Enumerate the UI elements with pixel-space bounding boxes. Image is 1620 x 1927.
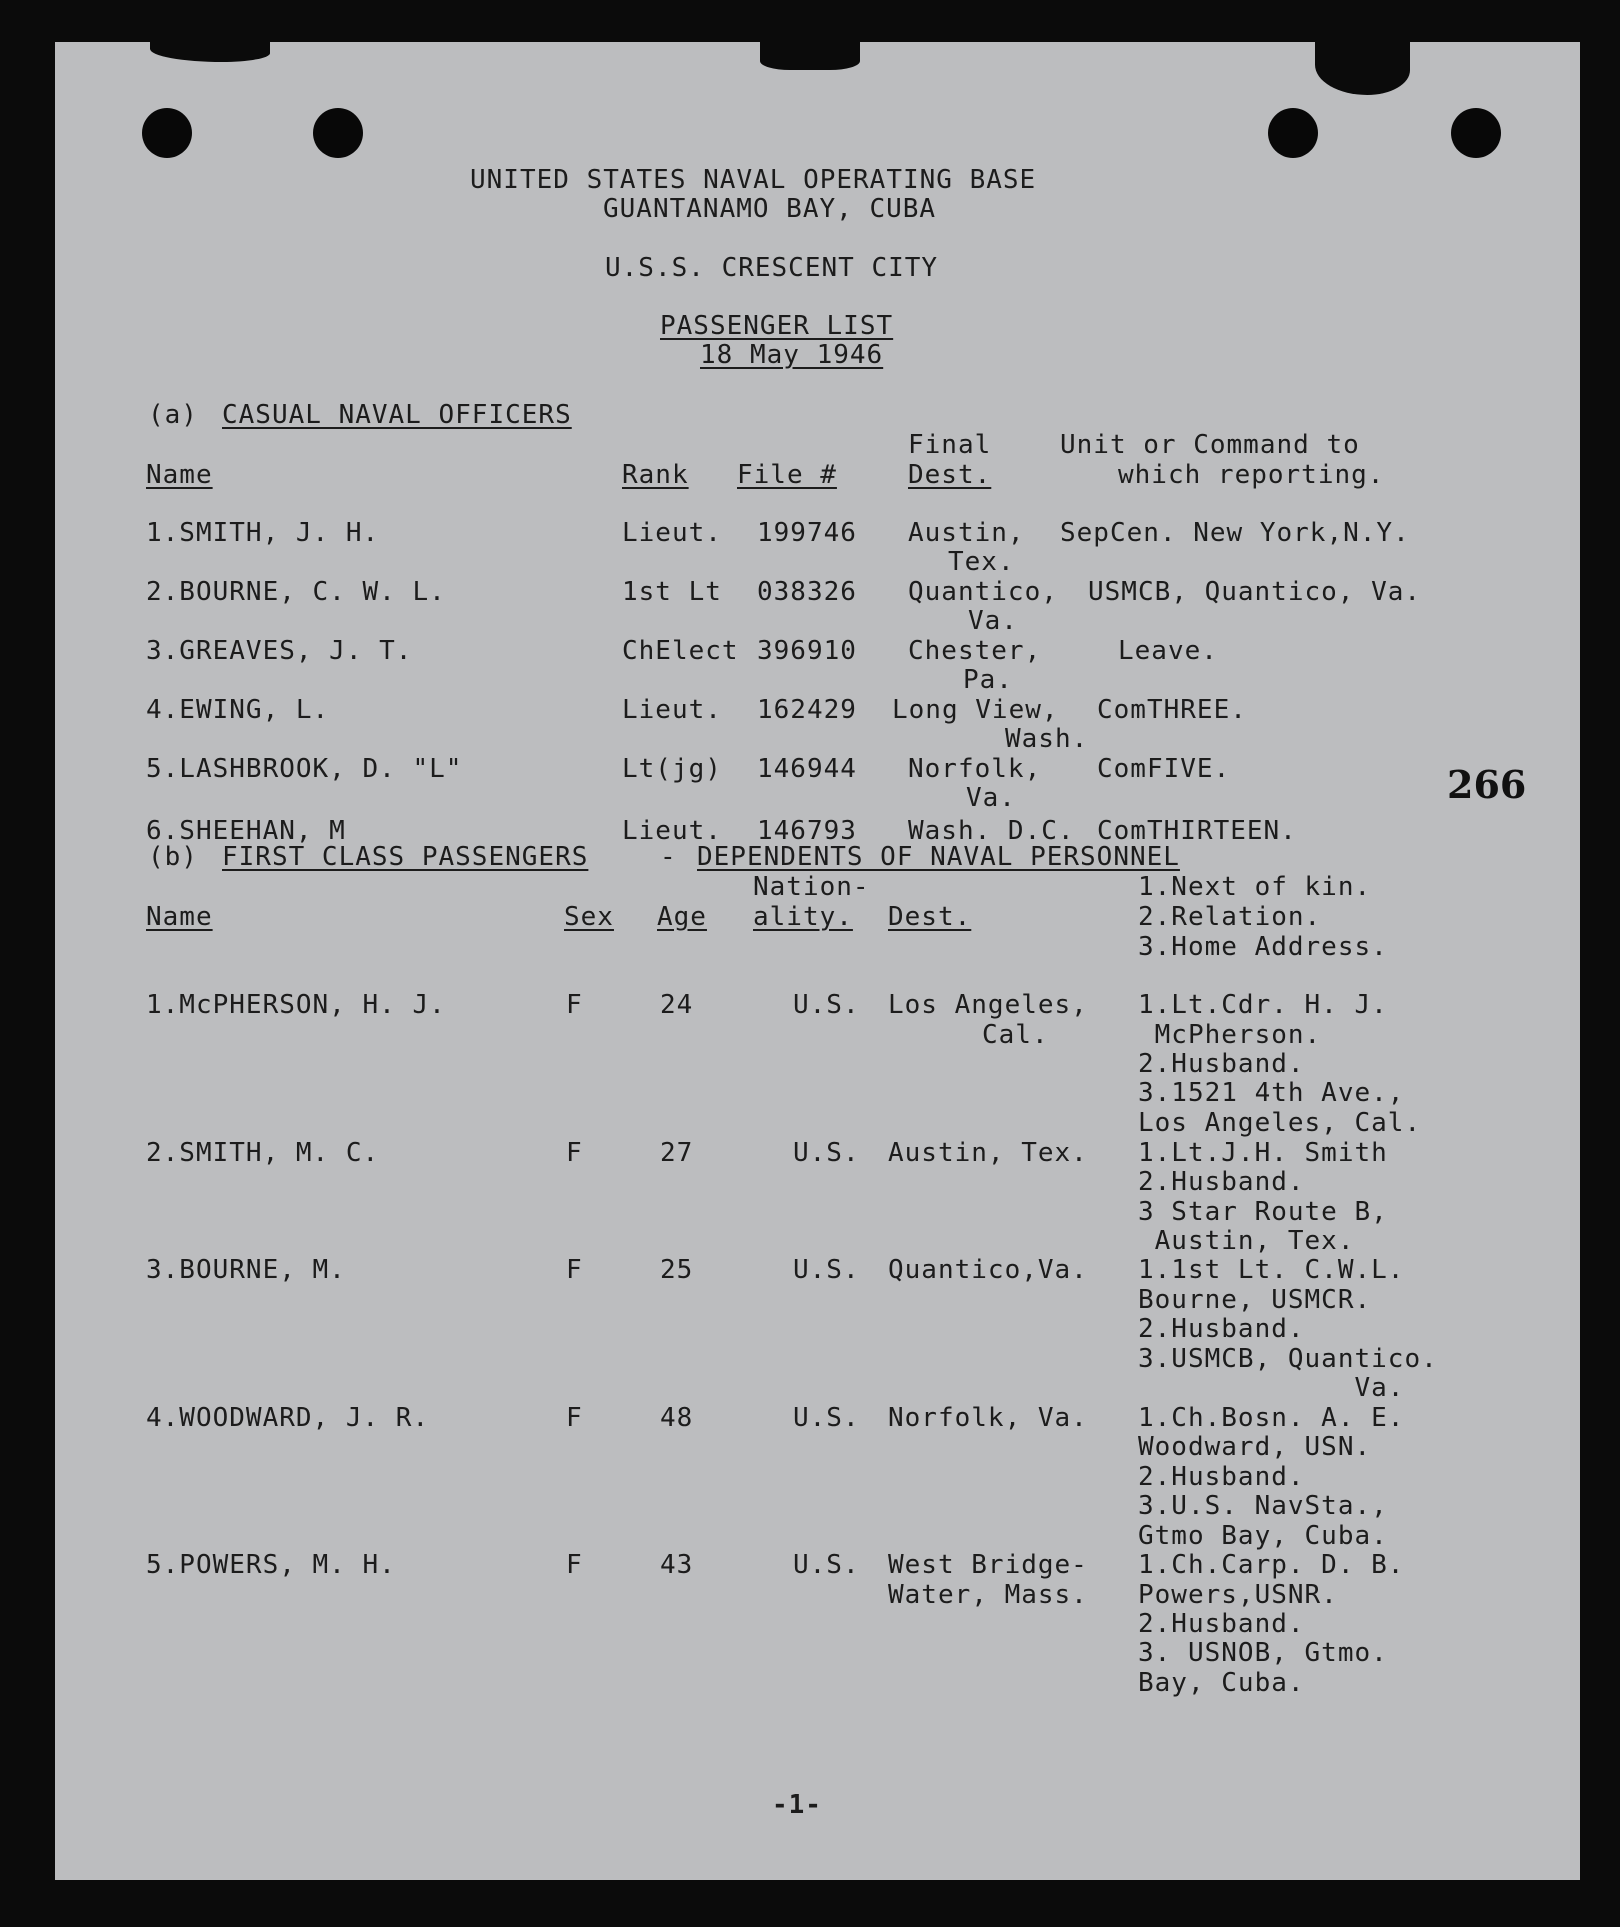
passenger-age: 27 bbox=[660, 1138, 694, 1168]
passenger-age: 48 bbox=[660, 1403, 694, 1433]
passenger-info: 2.Husband. bbox=[1138, 1049, 1305, 1079]
passenger-info: 2.Husband. bbox=[1138, 1167, 1305, 1197]
passenger-dest: Quantico,Va. bbox=[888, 1255, 1088, 1285]
officer-rank: Lt(jg) bbox=[622, 754, 722, 784]
officer-file: 146793 bbox=[757, 816, 857, 846]
passenger-nationality: U.S. bbox=[793, 1550, 860, 1580]
header-rank: Rank bbox=[622, 460, 689, 490]
officer-dest-2: Wash. bbox=[1005, 724, 1089, 754]
section-b-subtitle: DEPENDENTS OF NAVAL PERSONNEL bbox=[697, 842, 1180, 872]
officer-dest: Austin, bbox=[908, 518, 1025, 548]
officer-dest-2: Va. bbox=[968, 606, 1018, 636]
passenger-sex: F bbox=[566, 1403, 583, 1433]
header-sex: Sex bbox=[564, 902, 614, 932]
officer-file: 396910 bbox=[757, 636, 857, 666]
passenger-age: 43 bbox=[660, 1550, 694, 1580]
officer-dest: Wash. D.C. bbox=[908, 816, 1075, 846]
officer-dest: Chester, bbox=[908, 636, 1042, 666]
passenger-dest-2: Water, Mass. bbox=[888, 1580, 1088, 1610]
officer-file: 146944 bbox=[757, 754, 857, 784]
passenger-dest: West Bridge- bbox=[888, 1550, 1088, 1580]
header-kin-3: 3.Home Address. bbox=[1138, 932, 1388, 962]
officer-unit: USMCB, Quantico, Va. bbox=[1088, 577, 1422, 607]
officer-name: 3.GREAVES, J. T. bbox=[146, 636, 413, 666]
officer-rank: ChElect bbox=[622, 636, 739, 666]
officer-dest-2: Tex. bbox=[948, 547, 1015, 577]
officer-name: 5.LASHBROOK, D. "L" bbox=[146, 754, 463, 784]
document-title: PASSENGER LIST bbox=[660, 311, 894, 341]
passenger-info: 1.Ch.Carp. D. B. bbox=[1138, 1550, 1405, 1580]
passenger-info: Woodward, USN. bbox=[1138, 1432, 1372, 1462]
passenger-info: 3.1521 4th Ave., bbox=[1138, 1078, 1405, 1108]
passenger-nationality: U.S. bbox=[793, 1255, 860, 1285]
passenger-dest: Austin, Tex. bbox=[888, 1138, 1088, 1168]
passenger-info: 1.1st Lt. C.W.L. bbox=[1138, 1255, 1405, 1285]
passenger-info: 2.Husband. bbox=[1138, 1314, 1305, 1344]
punch-hole bbox=[1451, 108, 1501, 158]
section-b-title: FIRST CLASS PASSENGERS bbox=[222, 842, 589, 872]
officer-rank: Lieut. bbox=[622, 816, 722, 846]
passenger-info: 3.USMCB, Quantico. bbox=[1138, 1344, 1438, 1374]
header-unit-1: Unit or Command to bbox=[1060, 430, 1360, 460]
officer-name: 1.SMITH, J. H. bbox=[146, 518, 380, 548]
header-location: GUANTANAMO BAY, CUBA bbox=[603, 194, 937, 224]
passenger-info: 1.Ch.Bosn. A. E. bbox=[1138, 1403, 1405, 1433]
passenger-dest: Norfolk, Va. bbox=[888, 1403, 1088, 1433]
page-number: -1- bbox=[772, 1790, 822, 1820]
passenger-info: 2.Husband. bbox=[1138, 1462, 1305, 1492]
officer-file: 199746 bbox=[757, 518, 857, 548]
officer-unit: ComFIVE. bbox=[1097, 754, 1231, 784]
passenger-info: 1.Lt.Cdr. H. J. bbox=[1138, 990, 1388, 1020]
page-stamp-number: 266 bbox=[1447, 762, 1527, 807]
passenger-name: 1.McPHERSON, H. J. bbox=[146, 990, 446, 1020]
passenger-nationality: U.S. bbox=[793, 990, 860, 1020]
passenger-info: Powers,USNR. bbox=[1138, 1580, 1338, 1610]
officer-dest: Norfolk, bbox=[908, 754, 1042, 784]
header-name: Name bbox=[146, 902, 213, 932]
header-nationality-1: Nation- bbox=[753, 872, 870, 902]
header-nationality-2: ality. bbox=[753, 902, 853, 932]
passenger-info: Va. bbox=[1138, 1373, 1405, 1403]
passenger-sex: F bbox=[566, 1138, 583, 1168]
document-date: 18 May 1946 bbox=[700, 340, 884, 370]
passenger-info: Gtmo Bay, Cuba. bbox=[1138, 1521, 1388, 1551]
passenger-age: 25 bbox=[660, 1255, 694, 1285]
passenger-info: McPherson. bbox=[1138, 1020, 1322, 1050]
section-a-label: (a) bbox=[148, 400, 198, 430]
officer-name: 2.BOURNE, C. W. L. bbox=[146, 577, 446, 607]
passenger-name: 5.POWERS, M. H. bbox=[146, 1550, 396, 1580]
passenger-info: Bourne, USMCR. bbox=[1138, 1285, 1372, 1315]
officer-dest-2: Va. bbox=[966, 783, 1016, 813]
officer-rank: Lieut. bbox=[622, 695, 722, 725]
punch-hole bbox=[142, 108, 192, 158]
passenger-info: 3. USNOB, Gtmo. bbox=[1138, 1638, 1388, 1668]
header-unit-2: which reporting. bbox=[1118, 460, 1385, 490]
header-kin-1: 1.Next of kin. bbox=[1138, 872, 1372, 902]
passenger-info: Los Angeles, Cal. bbox=[1138, 1108, 1422, 1138]
passenger-info: 3 Star Route B, bbox=[1138, 1197, 1388, 1227]
passenger-sex: F bbox=[566, 1255, 583, 1285]
passenger-name: 2.SMITH, M. C. bbox=[146, 1138, 380, 1168]
header-final: Final bbox=[908, 430, 992, 460]
passenger-info: 2.Husband. bbox=[1138, 1609, 1305, 1639]
officer-name: 4.EWING, L. bbox=[146, 695, 330, 725]
passenger-nationality: U.S. bbox=[793, 1138, 860, 1168]
header-base: UNITED STATES NAVAL OPERATING BASE bbox=[470, 165, 1037, 195]
passenger-info: 3.U.S. NavSta., bbox=[1138, 1491, 1388, 1521]
header-age: Age bbox=[657, 902, 707, 932]
officer-rank: Lieut. bbox=[622, 518, 722, 548]
header-name: Name bbox=[146, 460, 213, 490]
passenger-info: 1.Lt.J.H. Smith bbox=[1138, 1138, 1388, 1168]
section-a-title: CASUAL NAVAL OFFICERS bbox=[222, 400, 572, 430]
passenger-age: 24 bbox=[660, 990, 694, 1020]
officer-file: 038326 bbox=[757, 577, 857, 607]
header-dest: Dest. bbox=[908, 460, 992, 490]
passenger-name: 4.WOODWARD, J. R. bbox=[146, 1403, 430, 1433]
officer-dest-2: Pa. bbox=[963, 665, 1013, 695]
punch-hole bbox=[1268, 108, 1318, 158]
officer-dest: Long View, bbox=[892, 695, 1059, 725]
section-b-label: (b) bbox=[148, 842, 198, 872]
passenger-info: Bay, Cuba. bbox=[1138, 1668, 1305, 1698]
passenger-sex: F bbox=[566, 1550, 583, 1580]
header-dest: Dest. bbox=[888, 902, 972, 932]
passenger-dest-2: Cal. bbox=[982, 1020, 1049, 1050]
passenger-name: 3.BOURNE, M. bbox=[146, 1255, 346, 1285]
officer-rank: 1st Lt bbox=[622, 577, 722, 607]
officer-unit: SepCen. New York,N.Y. bbox=[1060, 518, 1410, 548]
punch-hole bbox=[313, 108, 363, 158]
officer-unit: Leave. bbox=[1118, 636, 1218, 666]
section-b-dash: - bbox=[660, 842, 677, 872]
passenger-dest: Los Angeles, bbox=[888, 990, 1088, 1020]
header-kin-2: 2.Relation. bbox=[1138, 902, 1322, 932]
ship-name: U.S.S. CRESCENT CITY bbox=[605, 253, 939, 283]
officer-name: 6.SHEEHAN, M bbox=[146, 816, 346, 846]
officer-unit: ComTHIRTEEN. bbox=[1097, 816, 1297, 846]
header-file: File # bbox=[737, 460, 837, 490]
torn-edge bbox=[760, 40, 860, 70]
passenger-nationality: U.S. bbox=[793, 1403, 860, 1433]
officer-unit: ComTHREE. bbox=[1097, 695, 1247, 725]
passenger-sex: F bbox=[566, 990, 583, 1020]
officer-file: 162429 bbox=[757, 695, 857, 725]
officer-dest: Quantico, bbox=[908, 577, 1058, 607]
passenger-info: Austin, Tex. bbox=[1138, 1226, 1355, 1256]
